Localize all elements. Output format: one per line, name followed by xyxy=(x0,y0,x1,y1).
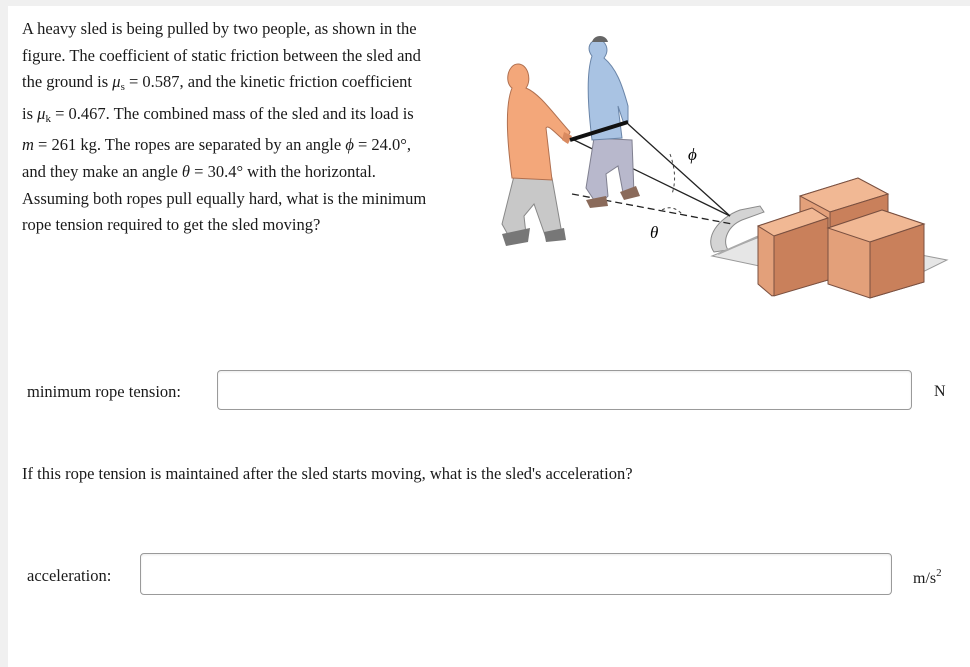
person-blue xyxy=(570,36,640,208)
person-orange xyxy=(502,64,572,246)
sled-figure xyxy=(482,28,952,308)
problem-line: figure. The coefficient of static friction between the sled and xyxy=(22,45,421,65)
problem-statement xyxy=(22,16,470,239)
problem-line: is $\mu_k = 0.467$. The combined mass of the sled and its load is xyxy=(22,103,414,125)
acceleration-unit: $m/s^2$ xyxy=(913,567,942,587)
cargo-boxes xyxy=(758,178,924,298)
problem-page xyxy=(8,6,970,667)
acceleration-input[interactable] xyxy=(140,553,892,595)
problem-line: the ground is $\mu_s = 0.587$, and the kinetic friction coefficient xyxy=(22,72,412,94)
problem-line: m = 261 kg. The ropes are separated by an angle ϕ = 24.0°, xyxy=(22,135,412,155)
problem-line: rope tension required to get the sled moving? xyxy=(22,215,321,235)
acceleration-question: If this rope tension is maintained after the sled starts moving, what is the sled's acceleration? xyxy=(22,464,633,483)
problem-line: and they make an angle θ = 30.4° with the horizontal. xyxy=(22,161,376,181)
problem-line: A heavy sled is being pulled by two people, as shown in the xyxy=(22,19,417,38)
acceleration-label: acceleration: xyxy=(27,566,112,585)
phi-label: ϕ xyxy=(688,145,697,164)
problem-line: Assuming both ropes pull equally hard, what is the minimum xyxy=(22,188,427,208)
tension-label: minimum rope tension: xyxy=(27,382,181,401)
tension-unit: N xyxy=(934,383,946,400)
theta-label: θ xyxy=(650,223,659,242)
tension-input[interactable] xyxy=(217,370,912,410)
